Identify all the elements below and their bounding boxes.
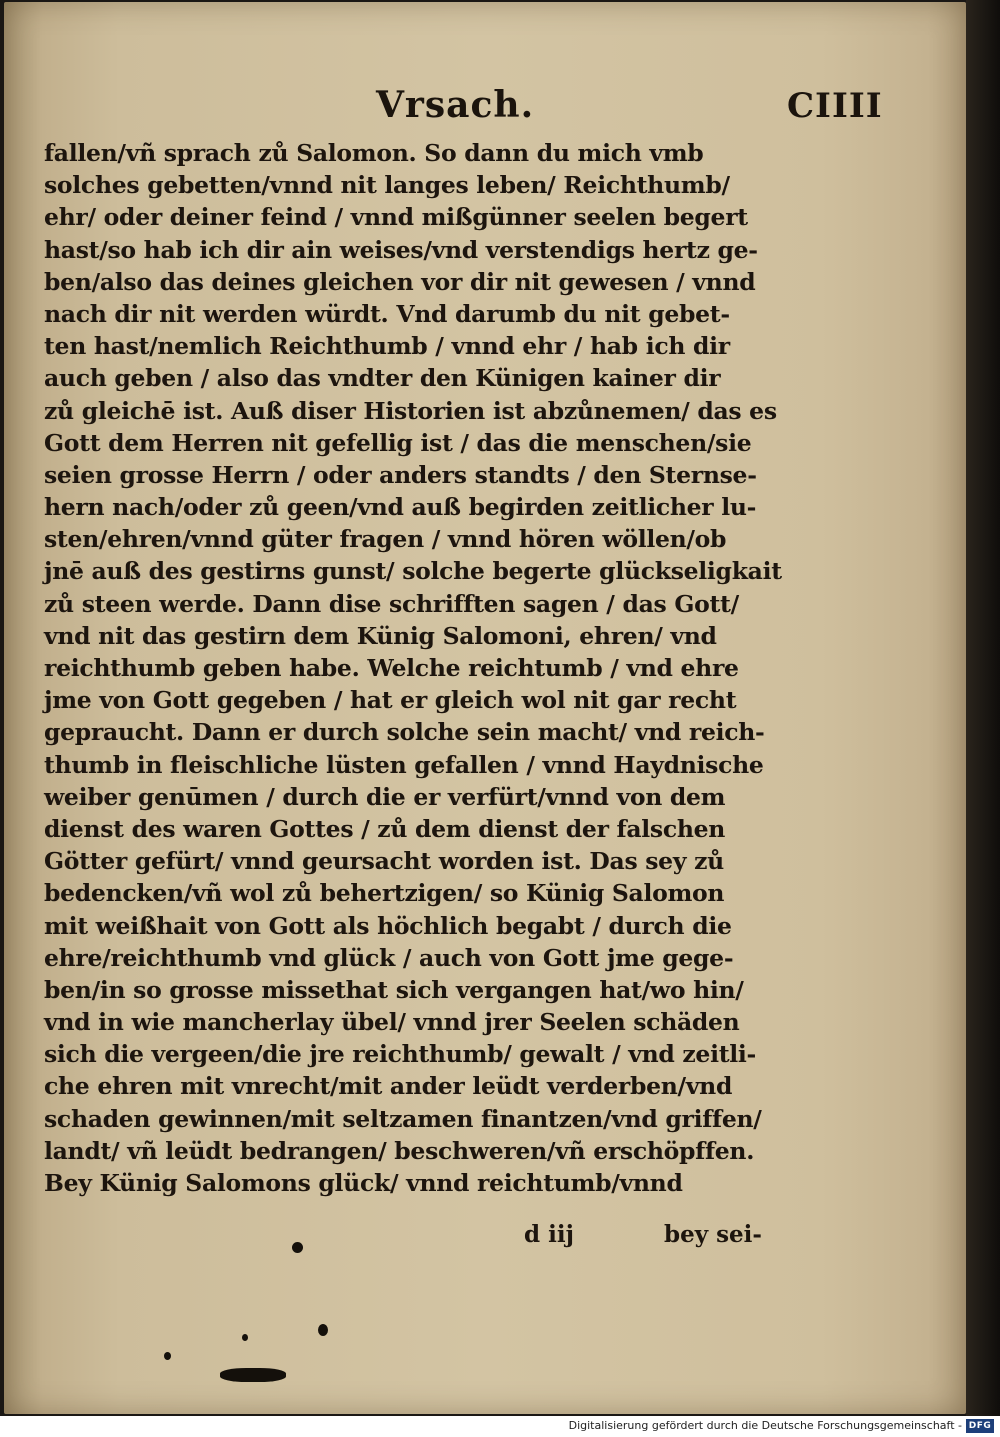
text-line: che ehren mit vnrecht/mit ander leüdt verderben/vnd	[44, 1072, 733, 1101]
text-line: vnd nit das gestirn dem Künig Salomoni, ehren/ vnd	[44, 621, 717, 650]
catchword: bey sei-	[664, 1221, 762, 1248]
text-line: Bey Künig Salomons glück/ vnnd reichtumb/vnnd	[44, 1169, 683, 1197]
text-line: sich die vergeen/die jre reichthumb/ gewalt / vnd zeitli-	[44, 1040, 756, 1069]
ink-blot	[220, 1368, 286, 1382]
text-line: nach dir nit werden würdt. Vnd darumb du nit gebet-	[44, 299, 730, 328]
text-line: sten/ehren/vnnd güter fragen / vnnd hören wöllen/ob	[44, 525, 727, 554]
text-line: mit weißhait von Gott als höchlich begabt / durch die	[44, 911, 732, 940]
text-line: ehr/ oder deiner feind / vnnd mißgünner seelen begert	[44, 203, 748, 232]
running-title: Vrsach.	[376, 84, 535, 126]
text-line: weiber genūmen / durch die er verfürt/vnnd von dem	[44, 782, 726, 811]
page-footer	[4, 1221, 966, 1255]
text-line: jnē auß des gestirns gunst/ solche begerte glückseligkait	[44, 557, 782, 586]
page-header	[4, 84, 966, 134]
text-line: dienst des waren Gottes / zů dem dienst der falschen	[44, 814, 726, 843]
text-line: jme von Gott gegeben / hat er gleich wol nit gar recht	[44, 686, 737, 715]
folio-number: CIIII	[787, 86, 883, 126]
text-line: ehre/reichthumb vnd glück / auch von Gott jme gege-	[44, 943, 734, 972]
text-line: fallen/vñ sprach zů Salomon. So dann du mich vmb	[44, 139, 704, 167]
text-line: vnd in wie mancherlay übel/ vnnd jrer Seelen schäden	[44, 1008, 740, 1037]
text-line: solches gebetten/vnnd nit langes leben/ Reichthumb/	[44, 171, 730, 200]
text-line: Gott dem Herren nit gefellig ist / das die menschen/sie	[44, 428, 752, 457]
text-line: hast/so hab ich dir ain weises/vnd verstendigs hertz ge-	[44, 235, 758, 264]
text-line: reichthumb geben habe. Welche reichtumb / vnd ehre	[44, 654, 739, 682]
text-line: landt/ vñ leüdt bedrangen/ beschweren/vñ erschöpffen.	[44, 1136, 755, 1165]
body-text	[44, 137, 782, 1199]
ink-spot	[292, 1242, 303, 1253]
text-line: ben/in so grosse missethat sich vergangen hat/wo hin/	[44, 975, 744, 1004]
signature-mark: d iij	[524, 1221, 574, 1248]
text-line: zů gleichē ist. Auß diser Historien ist abzůnemen/ das es	[44, 396, 777, 425]
text-line: auch geben / also das vndter den Künigen kainer dir	[44, 364, 721, 393]
ink-spot	[164, 1352, 171, 1360]
credit-text: Digitalisierung gefördert durch die Deutsche Forschungsgemeinschaft -	[568, 1419, 962, 1432]
ink-spot	[242, 1334, 248, 1341]
book-page	[4, 2, 966, 1414]
credit-bar	[0, 1416, 1000, 1437]
text-line: zů steen werde. Dann dise schrifften sagen / das Gott/	[44, 589, 739, 618]
text-line: hern nach/oder zů geen/vnd auß begirden zeitlicher lu-	[44, 493, 757, 522]
text-line: Götter gefürt/ vnnd geursacht worden ist. Das sey zů	[44, 847, 724, 876]
text-line: ben/also das deines gleichen vor dir nit gewesen / vnnd	[44, 267, 756, 296]
ink-spot	[318, 1324, 328, 1336]
text-line: seien grosse Herrn / oder anders standts / den Sternse-	[44, 460, 757, 489]
dfg-logo-icon: DFG	[966, 1419, 994, 1433]
text-line: ten hast/nemlich Reichthumb / vnnd ehr / hab ich dir	[44, 332, 730, 361]
text-line: bedencken/vñ wol zů behertzigen/ so Künig Salomon	[44, 879, 725, 908]
text-line: schaden gewinnen/mit seltzamen finantzen/vnd griffen/	[44, 1104, 762, 1133]
book-gutter	[966, 0, 1000, 1416]
text-line: thumb in fleischliche lüsten gefallen / vnnd Haydnische	[44, 750, 764, 779]
text-line: gepraucht. Dann er durch solche sein macht/ vnd reich-	[44, 718, 765, 747]
